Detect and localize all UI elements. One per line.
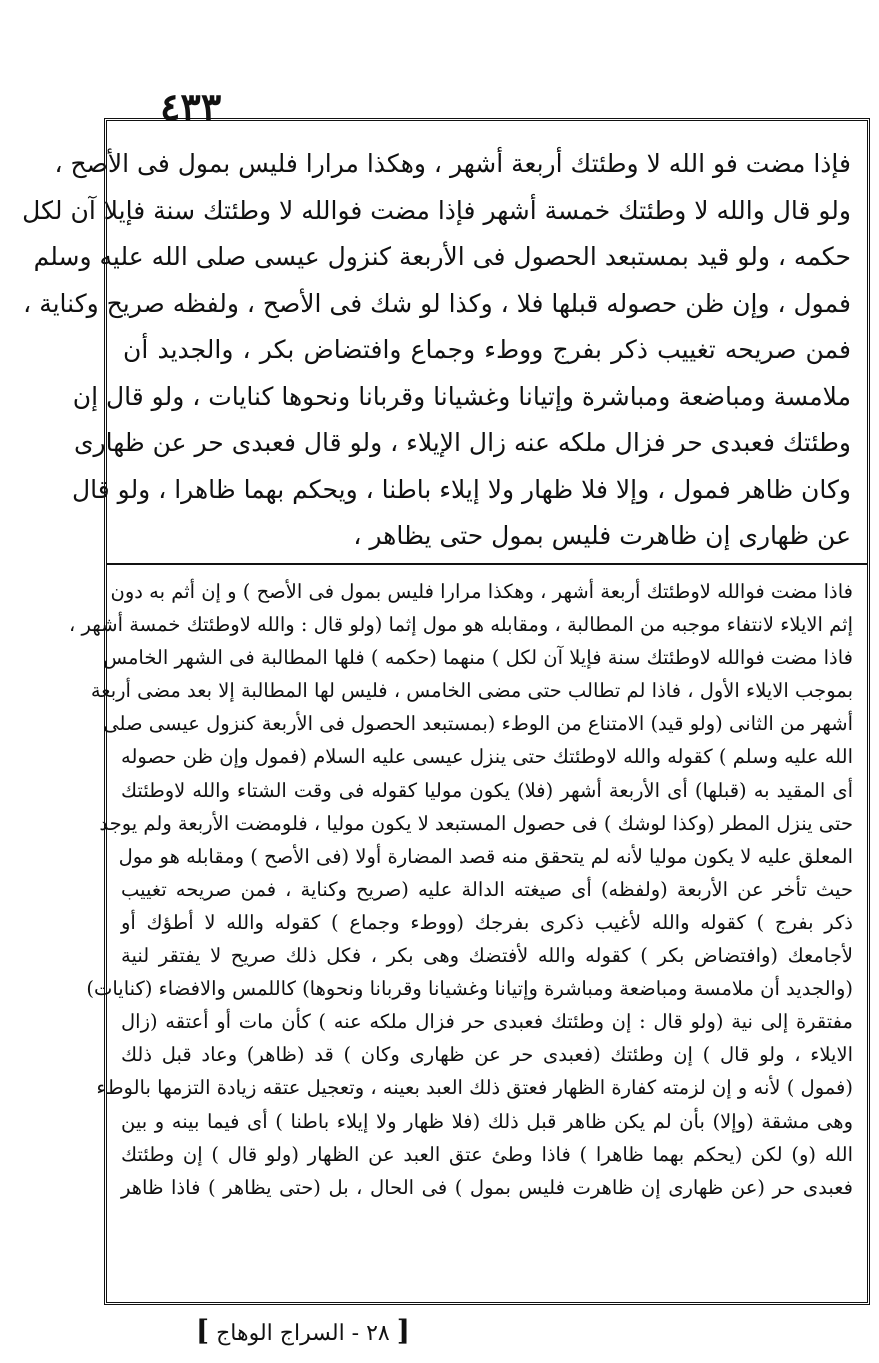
matn-line: حكمه ، ولو قيد بمستبعد الحصول فى الأربعة كنزول عيسى صلى الله عليه وسلم — [33, 242, 851, 271]
matn-line: وكان ظاهر فمول ، وإلا فلا ظهار ولا إيلاء باطنا ، ويحكم بهما ظاهرا ، ولو قال — [71, 474, 851, 504]
matn-section — [22, 121, 867, 565]
sharh-line: أشهر من الثانى (ولو قيد) الامتناع من الوطء (بمستبعد الحصول فى الأربعة كنزول عيسى صلى — [103, 712, 853, 736]
footer-text: ٢٨ - السراج الوهاج — [216, 1321, 390, 1346]
sharh-line: الله عليه وسلم ) كقوله والله لاوطئتك حتى ينزل عيسى عليه السلام (فمول وإن ظن حصوله — [121, 745, 853, 769]
sharh-line: (والجديد أن ملامسة ومباضعة ومباشرة وإتيانا وغشيانا وقربانا ونحوها) كاللمس والافضاء (كنايات) — [86, 977, 853, 1001]
sharh-line: فعبدى حر (عن ظهارى إن ظاهرت فليس بمول ) فى الحال ، بل (حتى يظاهر ) فاذا ظاهر — [121, 1175, 853, 1199]
sharh-line: إثم الايلاء لانتفاء موجبه من المطالبة ، ومقابله هو مول إثما (ولو قال : والله لاوطئتك خمسة أشهر ، — [69, 613, 853, 637]
sharh-line: مفتقرة إلى نية (ولو قال : إن وطئتك فعبدى حر فزال ملكه عنه ) كأن مات أو أعتقه (زال — [121, 1010, 853, 1034]
sharh-line: ذكر بفرج ) كقوله والله لأغيب ذكرى بفرجك (ووطء وجماع ) كقوله والله لا أطؤك أو — [121, 910, 853, 934]
page-frame — [22, 118, 870, 1305]
sharh-line: أى المقيد به (قبلها) أى الأربعة أشهر (فلا) يكون موليا كقوله فى وقت الشتاء والله لاوطئتك — [121, 778, 853, 802]
sharh-line: حتى ينزل المطر (وكذا لوشك ) فى حصول المستبعد لا يكون موليا ، فلومضت الأربعة ولم يوجد — [99, 811, 853, 835]
sharh-line: وهى مشقة (وإلا) بأن لم يكن ظاهر قبل ذلك (فلا ظهار ولا إيلاء باطنا ) أى فيما بينه و بين — [121, 1109, 853, 1133]
matn-line: ملامسة ومباضعة ومباشرة وإتيانا وغشيانا وقربانا ونحوها كنايات ، ولو قال إن — [72, 381, 851, 411]
footer-open-bracket: [ — [396, 1314, 410, 1347]
sharh-line: الله (و) لكن (يحكم بهما ظاهرا ) فاذا وطئ عتق العبد عن الظهار (ولو قال ) إن وطئتك — [121, 1142, 853, 1166]
page-number: ٤٣٣ — [160, 84, 222, 129]
matn-line: عن ظهارى إن ظاهرت فليس بمول حتى يظاهر ، — [353, 521, 851, 550]
sharh-line: فاذا مضت فوالله لاوطئتك أربعة أشهر ، وهكذا مرارا فليس بمول فى الأصح ) و إن أثم به دون — [110, 580, 853, 603]
sharh-line: حيث تأخر عن الأربعة (ولفظه) أى صيغته الدالة عليه (صريح وكناية ، فمن صريحه تغييب — [121, 877, 853, 901]
footer-close-bracket: ] — [195, 1314, 210, 1347]
matn-line: ولو قال والله لا وطئتك خمسة أشهر فإذا مضت فوالله لا وطئتك سنة فإيلا آن لكل — [22, 195, 851, 225]
matn-line: فمن صريحه تغييب ذكر بفرج ووطء وجماع وافتضاض بكر ، والجديد أن — [123, 335, 851, 364]
sharh-line: بموجب الايلاء الأول ، فاذا لم تطالب حتى مضى الخامس ، فليس لها المطالبة إلا بعد مضى أربعة — [90, 679, 853, 703]
matn-line: فإذا مضت فو الله لا وطئتك أربعة أشهر ، وهكذا مرارا فليس بمول فى الأصح ، — [54, 149, 851, 178]
sharh-line: المعلق عليه لا يكون موليا لأنه لم يتحقق منه قصد المضارة أولا (فى الأصح ) ومقابله هو مول — [118, 844, 853, 868]
sharh-line: فاذا مضت فوالله لاوطئتك سنة فإيلا آن لكل ) منهما (حكمه ) فلها المطالبة فى الشهر الخامس — [103, 646, 853, 670]
matn-line: فمول ، وإن ظن حصوله قبلها فلا ، وكذا لو شك فى الأصح ، ولفظه صريح وكناية ، — [23, 288, 851, 318]
sharh-line: لأجامعك (وافتضاض بكر ) كقوله والله لأفتضك وهى بكر ، فكل ذلك صريح لا يفتقر لنية — [121, 944, 853, 968]
sharh-line: (فمول ) لأنه و إن لزمته كفارة الظهار فعتق ذلك العبد بعينه ، وتعجيل عتقه زيادة التزمها بالوطء — [96, 1076, 853, 1100]
matn-line: وطئتك فعبدى حر فزال ملكه عنه زال الإيلاء ، ولو قال فعبدى حر عن ظهارى — [73, 428, 851, 457]
footer-signature — [150, 1313, 410, 1349]
sharh-section — [69, 567, 867, 1204]
sharh-line: الايلاء ، ولو قال ) إن وطئتك (فعبدى حر عن ظهارى وكان ) قد (ظاهر) وعاد قبل ذلك — [121, 1043, 853, 1067]
